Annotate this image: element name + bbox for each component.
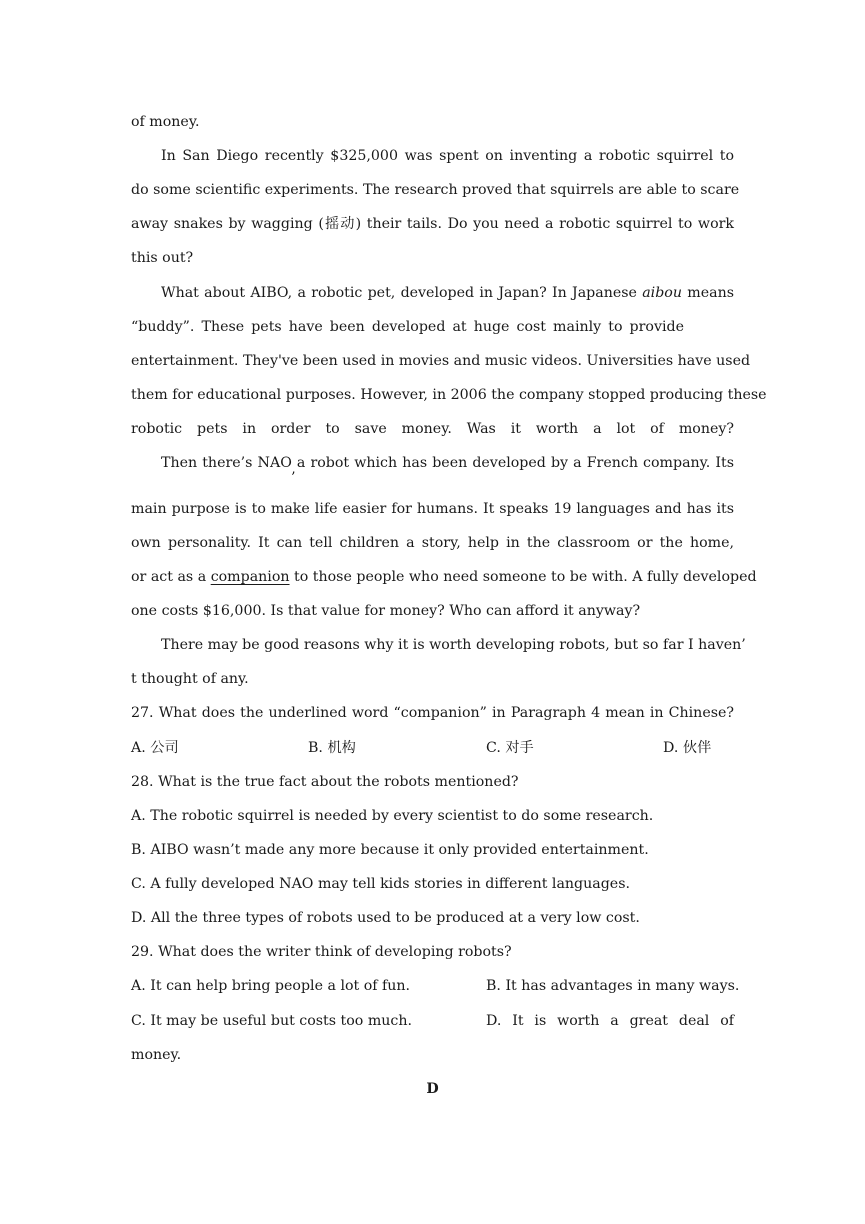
q27-option-a: A. 公司	[131, 740, 179, 756]
stray-apostrophe: ’	[291, 470, 296, 486]
q29-option-d: D. It is worth a great deal of	[486, 1013, 734, 1029]
question-28-stem: 28. What is the true fact about the robots mentioned?	[131, 774, 519, 790]
q29-option-c: C. It may be useful but costs too much.	[131, 1013, 413, 1029]
q27-option-b: B. 机构	[308, 740, 356, 756]
passage-line: entertainment. They've been used in movies and music videos. Universities have used	[131, 353, 751, 369]
q29-option-a: A. It can help bring people a lot of fun.	[131, 978, 411, 994]
passage-line: “buddy”. These pets have been developed at huge cost mainly to provide	[131, 319, 684, 335]
passage-line: of money.	[131, 114, 200, 130]
q27-option-d: D. 伙伴	[663, 740, 712, 756]
passage-line: one costs $16,000. Is that value for money? Who can afford it anyway?	[131, 603, 641, 619]
q28-option-d: D. All the three types of robots used to be produced at a very low cost.	[131, 910, 640, 926]
q28-option-a: A. The robotic squirrel is needed by every scientist to do some research.	[131, 808, 654, 824]
passage-text: or act as a	[131, 569, 207, 585]
passage-line: away snakes by wagging (摇动) their tails. Do you need a robotic squirrel to work	[131, 216, 734, 232]
passage-line: Then there’s NAO a robot which has been developed by a French company. Its	[161, 455, 734, 471]
italic-term: aibou	[642, 285, 682, 301]
section-label: D	[426, 1081, 439, 1097]
passage-text: What about AIBO, a robotic pet, developed in Japan? In Japanese	[161, 285, 637, 301]
passage-line: t thought of any.	[131, 671, 249, 687]
q29-option-b: B. It has advantages in many ways.	[486, 978, 740, 994]
passage-line: There may be good reasons why it is worth developing robots, but so far I haven’	[161, 637, 746, 653]
q28-option-b: B. AIBO wasn’t made any more because it only provided entertainment.	[131, 842, 649, 858]
passage-line	[161, 284, 734, 302]
q27-option-c: C. 对手	[486, 740, 534, 756]
question-29-stem: 29. What does the writer think of developing robots?	[131, 944, 512, 960]
passage-line: them for educational purposes. However, in 2006 the company stopped producing these	[131, 387, 767, 403]
passage-line: main purpose is to make life easier for humans. It speaks 19 languages and has its	[131, 501, 734, 517]
q29-option-d-continued: money.	[131, 1047, 182, 1063]
passage-line: do some scientific experiments. The research proved that squirrels are able to scare	[131, 182, 740, 198]
passage-line: In San Diego recently $325,000 was spent on inventing a robotic squirrel to	[161, 148, 734, 164]
q28-option-c: C. A fully developed NAO may tell kids stories in different languages.	[131, 876, 630, 892]
passage-line: this out?	[131, 250, 194, 266]
underlined-word: companion	[210, 569, 290, 585]
passage-line: own personality. It can tell children a story, help in the classroom or the home,	[131, 535, 734, 551]
passage-line	[131, 568, 757, 586]
passage-text: means	[687, 285, 734, 301]
passage-text: to those people who need someone to be with. A fully developed	[294, 569, 757, 585]
question-27-stem: 27. What does the underlined word “companion” in Paragraph 4 mean in Chinese?	[131, 705, 734, 721]
passage-line: robotic pets in order to save money. Was it worth a lot of money?	[131, 421, 734, 437]
